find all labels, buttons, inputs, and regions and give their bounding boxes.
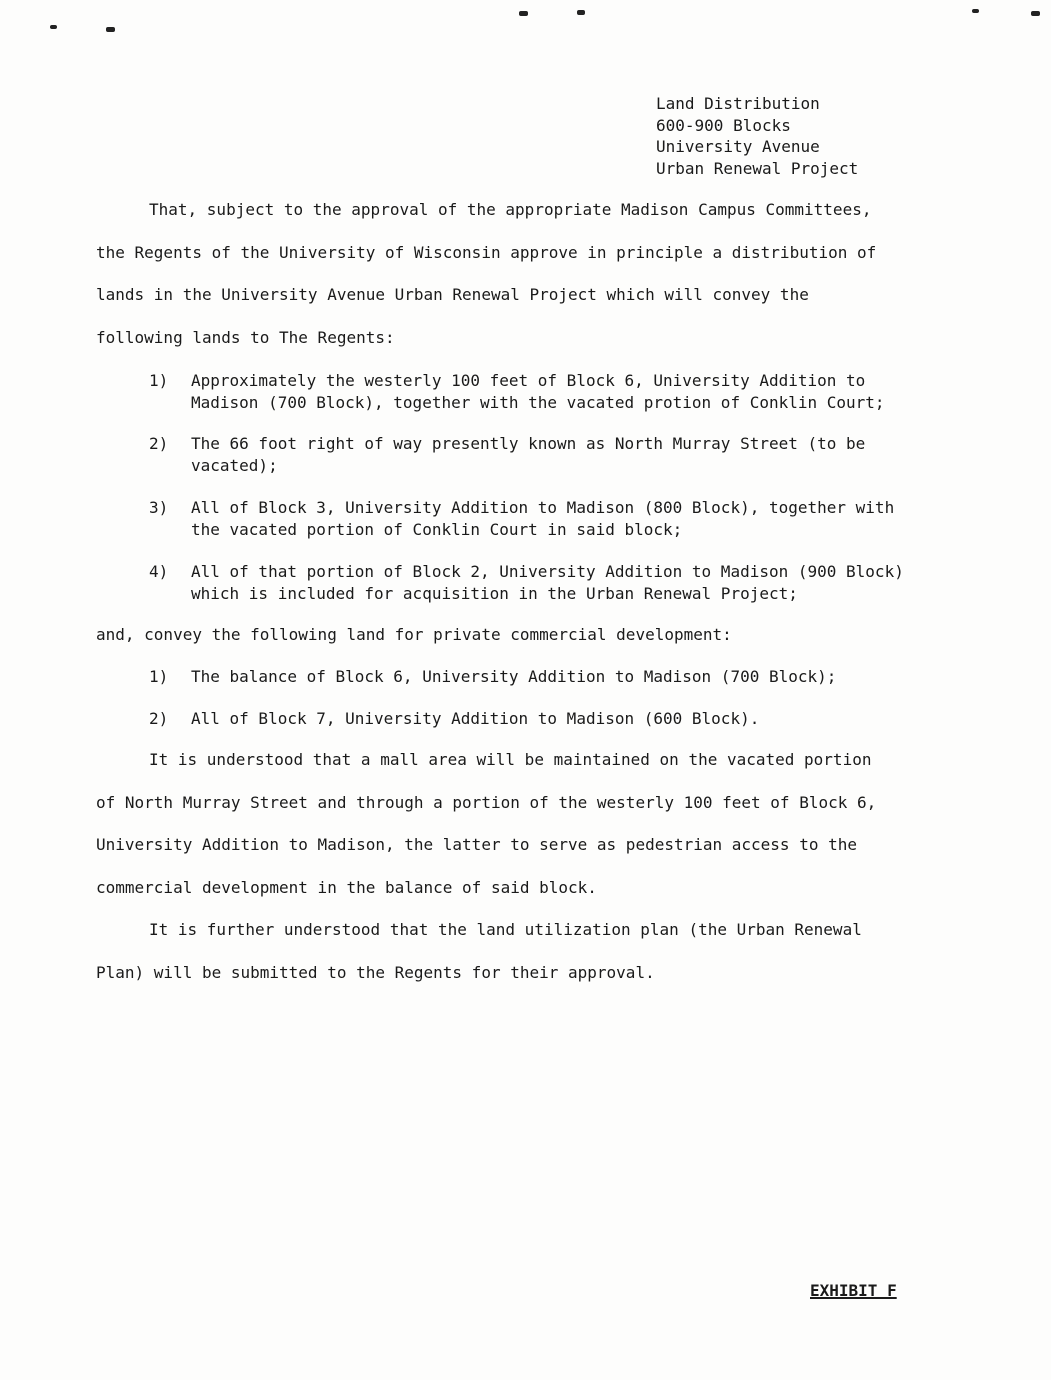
paragraph-line: lands in the University Avenue Urban Renewal Project which will convey the bbox=[96, 285, 809, 304]
paragraph-line: Plan) will be submitted to the Regents for their approval. bbox=[96, 962, 655, 982]
list-item-text bbox=[191, 561, 904, 604]
list-number: 1) bbox=[149, 667, 169, 686]
scan-speck bbox=[577, 10, 585, 15]
commercial-intro bbox=[96, 614, 976, 657]
plan-paragraph bbox=[96, 909, 976, 994]
list-line: The balance of Block 6, University Addition to Madison (700 Block); bbox=[191, 667, 837, 686]
list-line: the vacated portion of Conklin Court in said block; bbox=[191, 519, 683, 539]
list-line: All of Block 7, University Addition to Madison (600 Block). bbox=[191, 709, 760, 728]
list-number: 3) bbox=[149, 498, 169, 517]
paragraph-line: the Regents of the University of Wisconsin approve in principle a distribution of bbox=[96, 242, 877, 262]
paragraph-line: University Addition to Madison, the latter to serve as pedestrian access to the bbox=[96, 835, 857, 854]
header-line: Land Distribution bbox=[656, 94, 820, 113]
list-line: which is included for acquisition in the Urban Renewal Project; bbox=[191, 583, 798, 603]
paragraph-line: and, convey the following land for private commercial development: bbox=[96, 625, 732, 644]
list-item-text bbox=[191, 370, 885, 413]
list-number: 1) bbox=[149, 371, 169, 390]
scan-speck bbox=[106, 27, 115, 32]
header-block bbox=[656, 93, 858, 179]
scan-speck bbox=[50, 25, 57, 29]
mall-paragraph bbox=[96, 739, 976, 909]
list-item-text bbox=[191, 708, 759, 730]
list-item-text bbox=[191, 497, 894, 540]
list-line: All of that portion of Block 2, University Addition to Madison (900 Block) bbox=[191, 562, 904, 581]
list-line: The 66 foot right of way presently known as North Murray Street (to be bbox=[191, 434, 866, 453]
list-line: vacated); bbox=[191, 455, 278, 475]
list-line: Madison (700 Block), together with the vacated protion of Conklin Court; bbox=[191, 392, 885, 412]
header-line: 600-900 Blocks bbox=[656, 115, 791, 135]
intro-paragraph bbox=[96, 189, 976, 359]
list-item-text bbox=[191, 433, 865, 476]
scan-speck bbox=[972, 9, 979, 13]
exhibit-label: EXHIBIT F bbox=[810, 1281, 897, 1300]
list-item-text bbox=[191, 666, 836, 688]
list-line: All of Block 3, University Addition to Madison (800 Block), together with bbox=[191, 498, 895, 517]
paragraph-line: of North Murray Street and through a portion of the westerly 100 feet of Block 6, bbox=[96, 792, 877, 812]
paragraph-line: It is further understood that the land utilization plan (the Urban Renewal bbox=[149, 920, 862, 939]
scan-speck bbox=[1031, 11, 1040, 16]
list-number: 2) bbox=[149, 709, 169, 728]
paragraph-line: It is understood that a mall area will be maintained on the vacated portion bbox=[149, 750, 872, 769]
list-line: Approximately the westerly 100 feet of Block 6, University Addition to bbox=[191, 371, 866, 390]
paragraph-line: commercial development in the balance of said block. bbox=[96, 877, 597, 897]
paragraph-line: following lands to The Regents: bbox=[96, 327, 395, 347]
list-number: 4) bbox=[149, 562, 169, 581]
paragraph-line: That, subject to the approval of the appropriate Madison Campus Committees, bbox=[149, 200, 872, 219]
header-line: University Avenue bbox=[656, 137, 820, 156]
list-number: 2) bbox=[149, 434, 169, 453]
header-line: Urban Renewal Project bbox=[656, 158, 859, 178]
scan-speck bbox=[519, 11, 528, 16]
